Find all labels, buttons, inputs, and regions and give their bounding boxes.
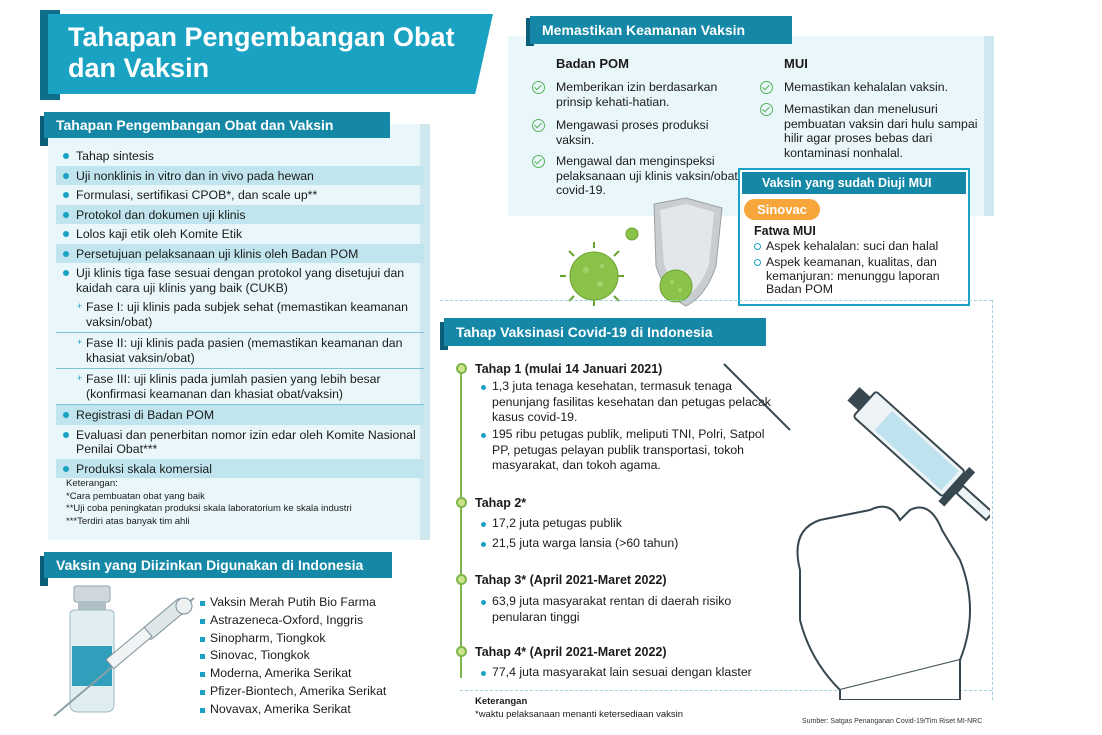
vaccine-vial-syringe-illustration [44, 584, 204, 724]
step-item: Tahap sintesis [56, 146, 424, 166]
stages-note-label: Keterangan [475, 696, 528, 707]
pom-item: Memberikan izin berdasarkan prinsip kehati-hatian. [532, 80, 742, 109]
check-icon [532, 155, 545, 168]
stages-header: Tahap Vaksinasi Covid-19 di Indonesia [444, 318, 766, 346]
stage-dot [456, 646, 467, 657]
square-bullet-icon [200, 708, 205, 713]
stage-dot [456, 363, 467, 374]
step-item: Formulasi, sertifikasi CPOB*, dan scale up** [56, 185, 424, 205]
safety-header: Memastikan Keamanan Vaksin [530, 16, 792, 44]
check-icon [532, 119, 545, 132]
step-item: Uji klinis tiga fase sesuai dengan protokol yang disetujui dan kaidah cara uji klinis yang baik (CUKB) [56, 263, 424, 297]
bullet-icon [63, 153, 69, 159]
note-line: ***Terdiri atas banyak tim ahli [66, 515, 190, 527]
phase-item: + Fase II: uji klinis pada pasien (memastikan keamanan dan khasiat vaksin/obat) [56, 333, 424, 369]
stages-frame-top [440, 300, 992, 301]
step-item: Evaluasi dan penerbitan nomor izin edar oleh Komite Nasional Penilai Obat*** [56, 425, 424, 459]
plus-icon: + [77, 373, 83, 383]
stage-dot [456, 497, 467, 508]
stage-item: 195 ribu petugas publik, meliputi TNI, Polri, Satpol PP, petugas pelayan publik transportasi, tokoh masyarakat, dan tokoh agama. [478, 427, 778, 474]
mui-test-header: Vaksin yang sudah Diuji MUI [742, 172, 966, 194]
square-bullet-icon [200, 637, 205, 642]
stages-timeline [460, 368, 462, 678]
vaccine-item: Sinopharm, Tiongkok [200, 630, 440, 648]
bullet-icon [63, 412, 69, 418]
bullet-icon [63, 270, 69, 276]
bullet-icon [63, 432, 69, 438]
vaccine-item: Sinovac, Tiongkok [200, 647, 440, 665]
bullet-icon [63, 212, 69, 218]
mui-title: MUI [784, 56, 808, 71]
note-line: *Cara pembuatan obat yang baik [66, 490, 205, 502]
plus-icon: + [77, 301, 83, 311]
check-icon [760, 81, 773, 94]
bullet-icon [63, 231, 69, 237]
pom-item: Mengawal dan menginspeksi pelaksanaan uji klinis vaksin/obat covid-19. [532, 154, 742, 198]
step-item: Uji nonklinis in vitro dan in vivo pada hewan [56, 166, 424, 186]
stage-title: Tahap 4* (April 2021-Maret 2022) [475, 645, 667, 659]
allowed-vaccine-list [200, 594, 440, 719]
check-icon [760, 103, 773, 116]
pom-title: Badan POM [556, 56, 629, 71]
square-bullet-icon [200, 672, 205, 677]
square-bullet-icon [200, 601, 205, 606]
notes-label: Keterangan: [66, 478, 118, 489]
vaccine-item: Novavax, Amerika Serikat [200, 701, 440, 719]
stage-item: 17,2 juta petugas publik [478, 516, 778, 532]
stage-item: 21,5 juta warga lansia (>60 tahun) [478, 536, 778, 552]
stage-title: Tahap 1 (mulai 14 Januari 2021) [475, 362, 663, 376]
vaccine-item: Moderna, Amerika Serikat [200, 665, 440, 683]
aspect-item: Aspek kehalalan: suci dan halal [754, 240, 964, 254]
page-title: Tahapan Pengembangan Obat dan Vaksin [68, 22, 455, 83]
step-item: Protokol dan dokumen uji klinis [56, 205, 424, 225]
source-credit: Sumber: Satgas Penanganan Covid-19/Tim Riset MI-NRC [802, 718, 983, 725]
stage-title: Tahap 3* (April 2021-Maret 2022) [475, 573, 667, 587]
bullet-icon [63, 192, 69, 198]
vaccine-item: Pfizer-Biontech, Amerika Serikat [200, 683, 440, 701]
allowed-header: Vaksin yang Diizinkan Digunakan di Indonesia [44, 552, 392, 578]
circle-bullet-icon [754, 243, 761, 250]
circle-bullet-icon [754, 259, 761, 266]
check-icon [532, 81, 545, 94]
step-item: Produksi skala komersial [56, 459, 424, 479]
square-bullet-icon [200, 690, 205, 695]
phase-item: + Fase I: uji klinis pada subjek sehat (memastikan keamanan vaksin/obat) [56, 297, 424, 333]
shield-virus-illustration [556, 196, 736, 316]
steps-header: Tahapan Pengembangan Obat dan Vaksin [44, 112, 390, 138]
stage-item: 1,3 juta tenaga kesehatan, termasuk tenaga penunjang fasilitas kesehatan dan petugas pelacak kasus covid-19. [478, 379, 778, 426]
vaccine-item: Astrazeneca-Oxford, Inggris [200, 612, 440, 630]
step-item: Registrasi di Badan POM [56, 405, 424, 425]
fatwa-title: Fatwa MUI [754, 224, 816, 238]
mui-item: Memastikan kehalalan vaksin. [760, 80, 980, 95]
step-item: Lolos kaji etik oleh Komite Etik [56, 224, 424, 244]
bullet-icon [63, 466, 69, 472]
note-line: **Uji coba peningkatan produksi skala laboratorium ke skala industri [66, 503, 352, 514]
steps-notes [66, 478, 416, 528]
bullet-icon [63, 251, 69, 257]
square-bullet-icon [200, 619, 205, 624]
stages-note: *waktu pelaksanaan menanti ketersediaan vaksin [475, 709, 684, 720]
stages-frame-right [992, 300, 993, 700]
phase-item: + Fase III: uji klinis pada jumlah pasien yang lebih besar (konfirmasi keamanan dan khasiat obat/vaksin) [56, 369, 424, 405]
square-bullet-icon [200, 654, 205, 659]
step-item: Persetujuan pelaksanaan uji klinis oleh Badan POM [56, 244, 424, 264]
stage-item: 63,9 juta masyarakat rentan di daerah risiko penularan tinggi [478, 594, 768, 625]
aspect-item: Aspek keamanan, kualitas, dan kemanjuran: menunggu laporan Badan POM [754, 256, 964, 297]
stage-title: Tahap 2* [475, 496, 527, 510]
vaccine-badge: Sinovac [744, 199, 820, 220]
hand-syringe-illustration [720, 360, 990, 700]
stage-dot [456, 574, 467, 585]
stage-item: 77,4 juta masyarakat lain sesuai dengan klaster [478, 665, 778, 681]
plus-icon: + [77, 337, 83, 347]
bullet-icon [63, 173, 69, 179]
mui-item: Memastikan dan menelusuri pembuatan vaksin dari hulu sampai hilir agar proses bebas dari kontaminasi nonhalal. [760, 102, 980, 160]
vaccine-item: Vaksin Merah Putih Bio Farma [200, 594, 440, 612]
steps-list [56, 146, 424, 478]
pom-item: Mengawasi proses produksi vaksin. [532, 118, 742, 147]
